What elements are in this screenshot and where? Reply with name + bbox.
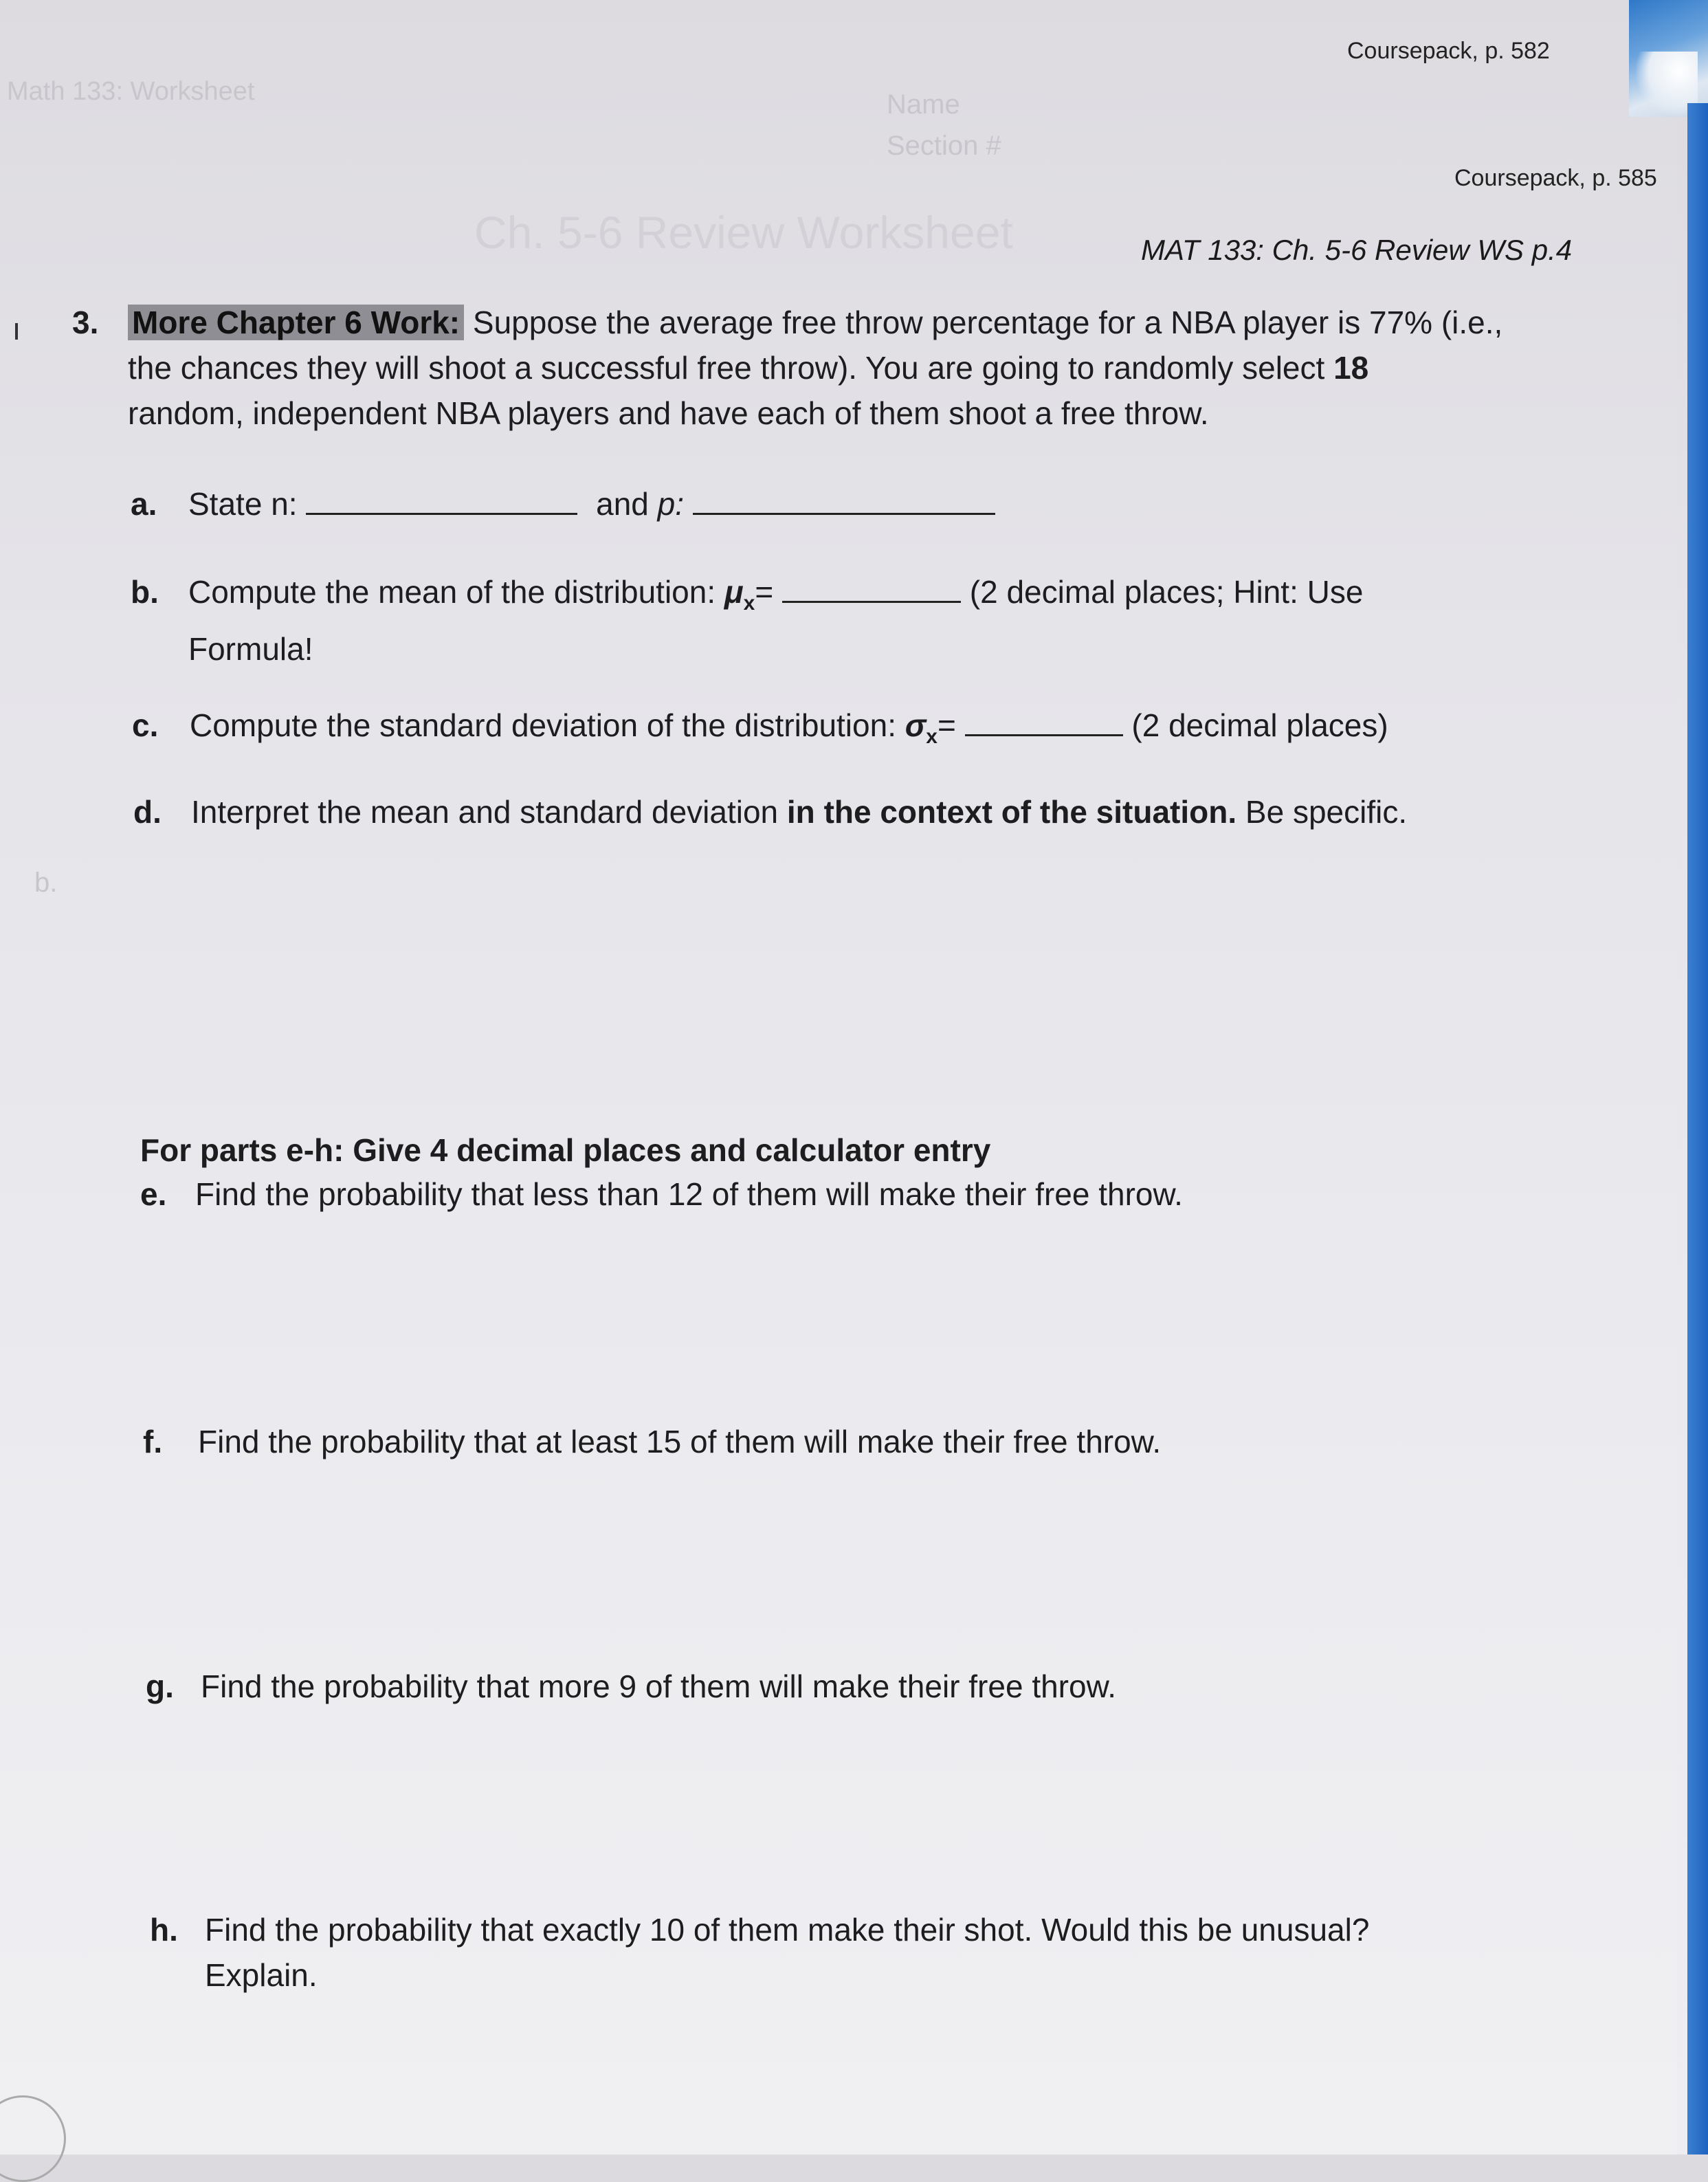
part-f <box>143 1419 1518 1464</box>
margin-mark <box>15 323 18 340</box>
part-d-letter: d. <box>133 794 162 830</box>
part-a <box>131 481 995 527</box>
page-corner-curl <box>0 2095 66 2182</box>
part-g-letter: g. <box>146 1668 174 1704</box>
part-c-letter: c. <box>132 707 159 743</box>
part-d <box>133 789 1542 835</box>
part-b-equals: = <box>755 574 774 610</box>
part-a-and: and <box>596 486 649 522</box>
part-d-emphasis: in the context of the situation. <box>786 794 1237 830</box>
part-a-letter: a. <box>131 486 157 522</box>
part-a-text-p: p: <box>657 486 685 522</box>
n-answer-blank[interactable] <box>306 485 577 515</box>
part-g <box>146 1664 1520 1709</box>
bleed-through-b: b. <box>34 868 485 898</box>
bleed-through-name: Name <box>887 89 960 120</box>
part-h <box>150 1907 1566 1998</box>
coursepack-label-585: Coursepack, p. 585 <box>1454 165 1657 191</box>
part-e <box>140 1171 1515 1217</box>
p-answer-blank[interactable] <box>693 485 995 515</box>
coursepack-label-582: Coursepack, p. 582 <box>1347 38 1550 64</box>
part-c-text: Compute the standard deviation of the distribution: <box>190 707 896 743</box>
part-e-letter: e. <box>140 1176 167 1212</box>
question-3-line3: random, independent NBA players and have each of them shoot a free throw. <box>128 395 1209 431</box>
part-b-text: Compute the mean of the distribution: <box>188 574 716 610</box>
part-c-equals: = <box>937 707 956 743</box>
part-c-decimals: (2 decimal places) <box>1131 707 1388 743</box>
part-e-text: Find the probability that less than 12 of them will make their free throw. <box>195 1176 1183 1212</box>
question-3-sample-size: 18 <box>1333 350 1369 386</box>
mean-answer-blank[interactable] <box>782 573 961 603</box>
course-title: MAT 133: Ch. 5-6 Review WS p.4 <box>1141 234 1573 266</box>
part-f-letter: f. <box>143 1424 163 1459</box>
part-h-explain: Explain. <box>205 1957 318 1993</box>
question-3-number: 3. <box>72 305 99 340</box>
sigma-subscript: x <box>926 725 938 749</box>
part-f-text: Find the probability that at least 15 of them will make their free throw. <box>198 1424 1162 1459</box>
part-c <box>132 703 1507 760</box>
question-3-heading: More Chapter 6 Work: <box>128 305 464 340</box>
part-d-be-specific: Be specific. <box>1245 794 1408 830</box>
part-a-text-n: State n: <box>188 486 298 522</box>
parts-e-h-instruction: For parts e-h: Give 4 decimal places and calculator entry <box>140 1132 991 1168</box>
bleed-through-section: Section # <box>887 131 1001 161</box>
mu-symbol: μ <box>724 574 744 610</box>
sigma-symbol: σ <box>905 707 927 743</box>
part-b-hint-cont: Formula! <box>188 631 313 668</box>
part-h-letter: h. <box>150 1912 178 1948</box>
part-d-text: Interpret the mean and standard deviation <box>191 794 779 830</box>
part-b <box>131 569 1505 672</box>
bleed-through-title: Ch. 5-6 Review Worksheet <box>474 207 1013 258</box>
background-blue-edge <box>1687 103 1708 2155</box>
part-g-text: Find the probability that more 9 of them will make their free throw. <box>201 1668 1117 1704</box>
part-b-hint: (2 decimal places; Hint: Use <box>969 574 1364 610</box>
sd-answer-blank[interactable] <box>965 707 1123 736</box>
question-3-line1: Suppose the average free throw percentage for a NBA player is 77% (i.e., <box>472 305 1503 340</box>
background-photo-corner <box>1629 0 1708 117</box>
bleed-through-top-left: Math 133: Worksheet <box>7 77 255 106</box>
mu-subscript: x <box>743 592 755 615</box>
part-b-letter: b. <box>131 574 159 610</box>
question-3-line2: the chances they will shoot a successful free throw). You are going to randomly select <box>128 350 1325 386</box>
question-3-stem <box>128 300 1585 436</box>
part-h-text: Find the probability that exactly 10 of them make their shot. Would this be unusual? <box>205 1912 1370 1948</box>
